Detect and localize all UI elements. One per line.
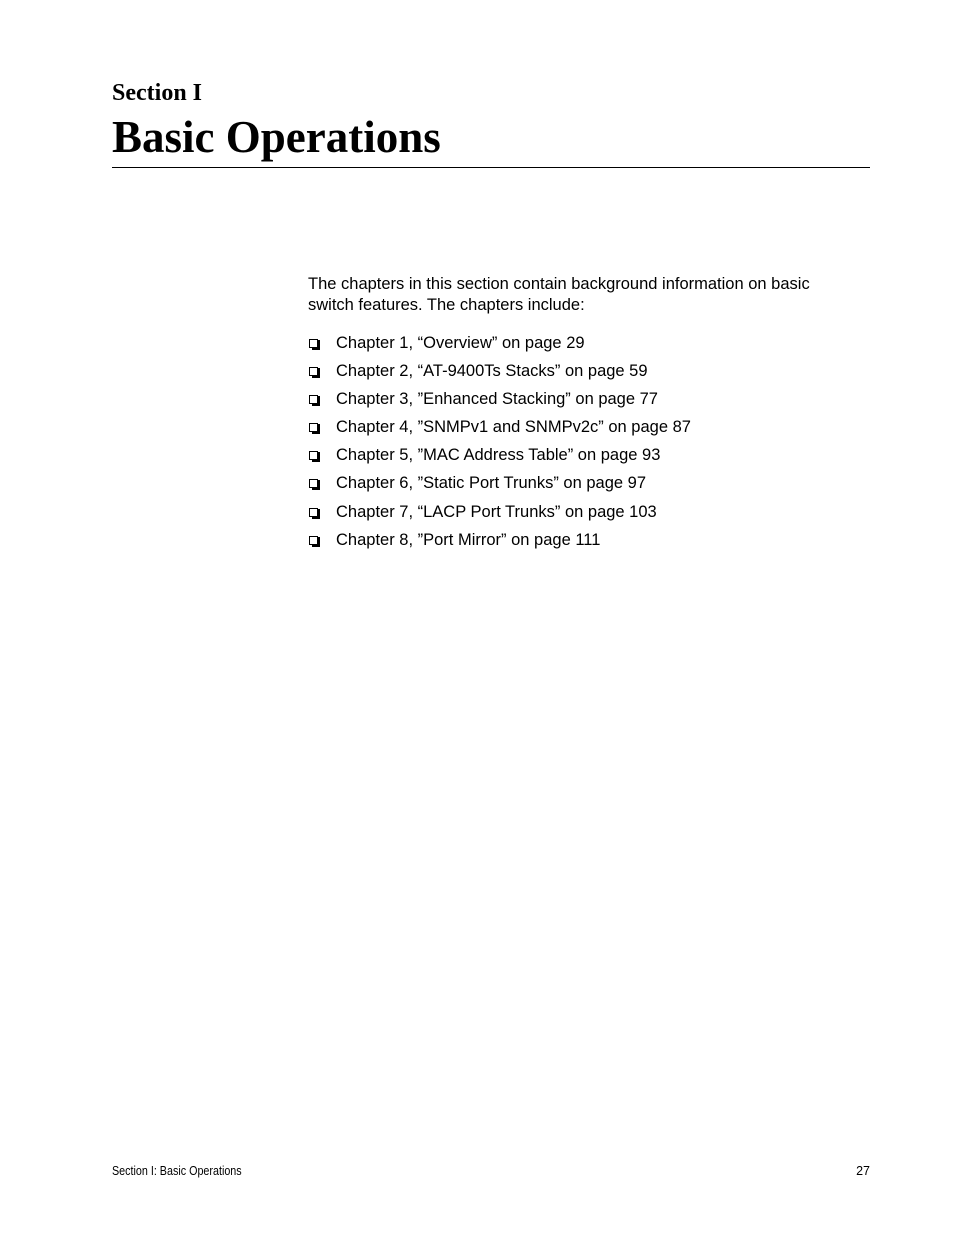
title-divider (112, 167, 870, 168)
intro-paragraph: The chapters in this section contain background information on basic switch features. The chapters include: (308, 275, 810, 314)
box-bullet-icon (309, 508, 318, 517)
box-bullet-icon (309, 451, 318, 460)
box-bullet-icon (309, 536, 318, 545)
box-bullet-icon (309, 367, 318, 376)
chapter-7-text: Chapter 7, “LACP Port Trunks” on page 103 (336, 502, 657, 521)
chapter-5-text: Chapter 5, ”MAC Address Table” on page 93 (336, 446, 661, 465)
chapter-2-text: Chapter 2, “AT-9400Ts Stacks” on page 59 (336, 362, 648, 381)
footer-page-number: 27 (856, 1164, 870, 1178)
chapter-1-text: Chapter 1, “Overview” on page 29 (336, 334, 585, 352)
box-bullet-icon (309, 339, 318, 348)
footer-section-title: Section I: Basic Operations (112, 1164, 242, 1178)
chapter-3-text: Chapter 3, ”Enhanced Stacking” on page 77 (336, 390, 658, 409)
chapter-4-text: Chapter 4, ”SNMPv1 and SNMPv2c” on page 87 (336, 418, 691, 437)
box-bullet-icon (309, 479, 318, 488)
box-bullet-icon (309, 395, 318, 404)
page-title: Basic Operations (112, 112, 441, 162)
section-label: Section I (112, 80, 202, 106)
chapter-8-text: Chapter 8, ”Port Mirror” on page 111 (336, 530, 601, 549)
chapter-6-text: Chapter 6, ”Static Port Trunks” on page 97 (336, 474, 646, 493)
box-bullet-icon (309, 423, 318, 432)
